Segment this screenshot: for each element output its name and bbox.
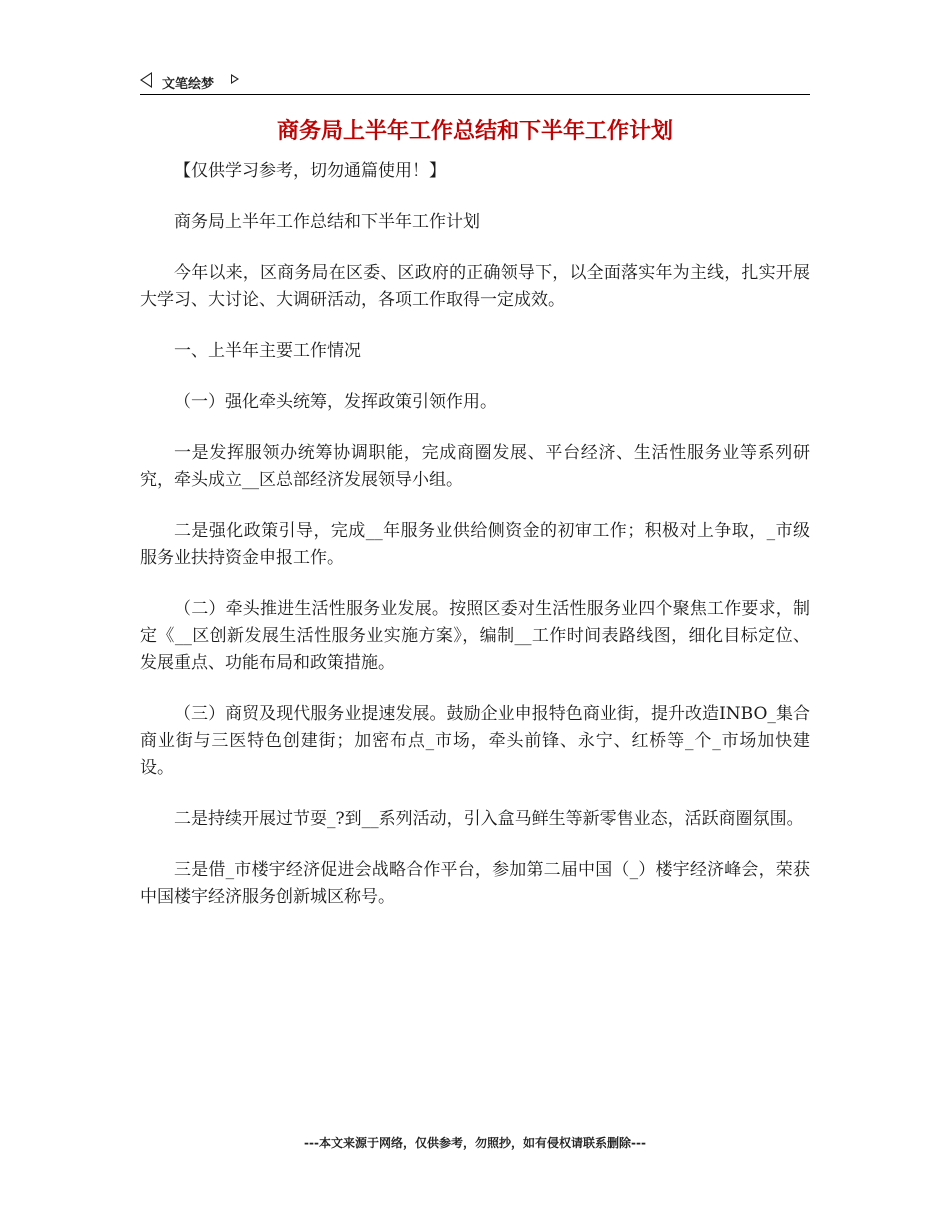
paragraph: （三）商贸及现代服务业提速发展。鼓励企业申报特色商业街，提升改造INBO_集合商业街与三医特色创建街；加密布点_市场，牵头前锋、永宁、红桥等_个_市场加快建设。 (140, 704, 810, 778)
subsection-heading: （一）强化牵头统筹，发挥政策引领作用。 (174, 392, 497, 412)
document-title: 商务局上半年工作总结和下半年工作计划 (276, 119, 673, 144)
paragraph: （二）牵头推进生活性服务业发展。按照区委对生活性服务业四个聚焦工作要求，制定《__区创新发展生活性服务业实施方案》，编制__工作时间表路线图，细化目标定位、发展重点、功能布局和政策措施。 (140, 599, 810, 673)
header-brand: 文笔绘梦 (162, 77, 215, 92)
paragraph: 一是发挥服领办统筹协调职能，完成商圈发展、平台经济、生活性服务业等系列研究，牵头成立__区总部经济发展领导小组。 (140, 443, 810, 490)
document-body (140, 158, 810, 935)
paragraph: 二是强化政策引导，完成__年服务业供给侧资金的初审工作；积极对上争取，_市级服务业扶持资金申报工作。 (140, 521, 810, 568)
paragraph: 二是持续开展过节耍_?到__系列活动，引入盒马鲜生等新零售业态，活跃商圈氛围。 (174, 809, 804, 829)
paragraph: 三是借_市楼宇经济促进会战略合作平台，参加第二届中国（_）楼宇经济峰会，荣获中国楼宇经济服务创新城区称号。 (140, 860, 810, 907)
section-heading: 一、上半年主要工作情况 (174, 341, 361, 361)
triangle-right-icon (231, 74, 239, 84)
page-footer: ---本文来源于网络，仅供参考，勿照抄，如有侵权请联系删除--- (304, 1136, 646, 1150)
notice-text: 【仅供学习参考，切勿通篇使用！】 (174, 161, 446, 181)
triangle-left-icon (140, 72, 152, 88)
paragraph: 商务局上半年工作总结和下半年工作计划 (174, 212, 480, 232)
page-header (140, 70, 810, 95)
paragraph: 今年以来，区商务局在区委、区政府的正确领导下，以全面落实年为主线，扎实开展大学习、大讨论、大调研活动，各项工作取得一定成效。 (140, 263, 810, 310)
